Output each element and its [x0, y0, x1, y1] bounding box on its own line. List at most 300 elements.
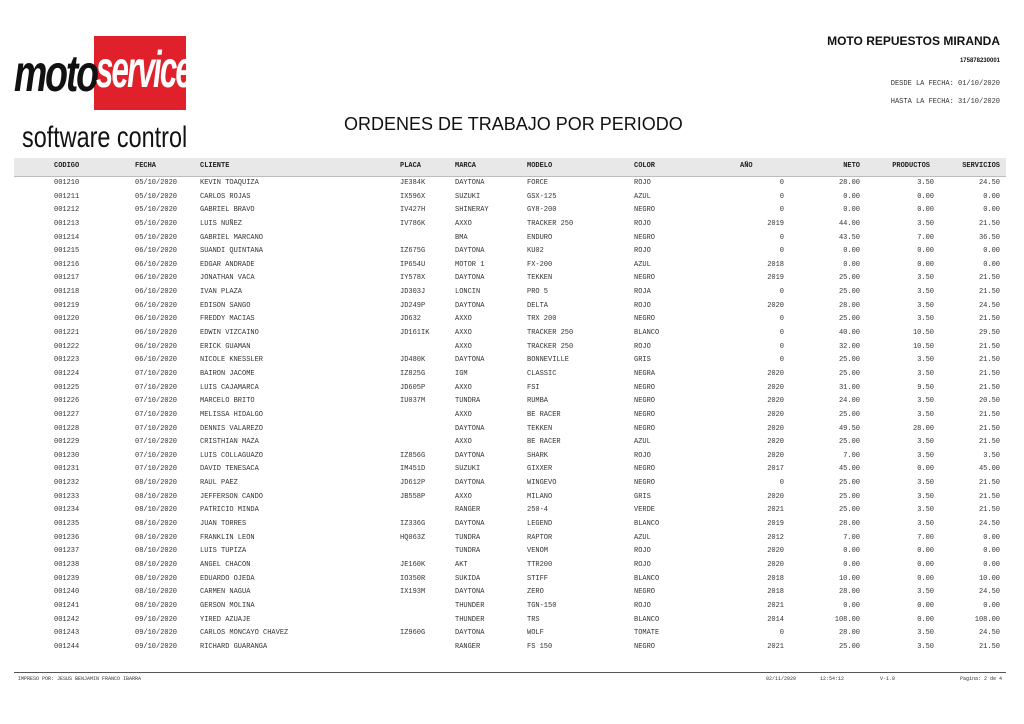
- cell-fecha: 07/10/2020: [135, 383, 178, 392]
- cell-anio: 0: [779, 479, 784, 488]
- col-marca: MARCA: [455, 162, 477, 170]
- cell-fecha: 07/10/2020: [135, 369, 178, 378]
- cell-placa: JE384K: [400, 179, 426, 187]
- cell-fecha: 06/10/2020: [135, 274, 178, 283]
- cell-modelo: FX-200: [527, 260, 553, 269]
- cell-productos: 3.50: [917, 219, 934, 228]
- company-name: MOTO REPUESTOS MIRANDA: [827, 34, 1000, 48]
- cell-anio: 2020: [767, 410, 784, 419]
- cell-fecha: 08/10/2020: [135, 520, 178, 529]
- cell-fecha: 05/10/2020: [135, 219, 178, 228]
- cell-anio: 2018: [767, 588, 784, 597]
- cell-anio: 2019: [767, 274, 784, 283]
- cell-fecha: 08/10/2020: [135, 547, 178, 556]
- cell-fecha: 08/10/2020: [135, 479, 178, 488]
- cell-color: NEGRO: [634, 465, 656, 474]
- table-row: [14, 545, 1006, 559]
- table-row: [14, 327, 1006, 341]
- cell-marca: LONCIN: [455, 288, 481, 297]
- cell-cliente: JUAN TORRES: [200, 520, 247, 529]
- cell-neto: 0.00: [843, 547, 860, 556]
- cell-productos: 3.50: [917, 356, 934, 365]
- footer-time: 12:54:12: [820, 676, 845, 682]
- cell-marca: DAYTONA: [455, 356, 485, 365]
- cell-color: ROJA: [634, 288, 651, 297]
- cell-neto: 28.00: [838, 301, 860, 310]
- cell-marca: DAYTONA: [455, 301, 485, 310]
- cell-modelo: BONNEVILLE: [527, 356, 570, 365]
- cell-neto: 25.00: [838, 288, 860, 297]
- cell-fecha: 06/10/2020: [135, 329, 178, 338]
- cell-codigo: 001228: [54, 424, 80, 433]
- cell-marca: DAYTONA: [455, 451, 485, 460]
- cell-color: NEGRO: [634, 383, 656, 392]
- cell-placa: IZ675G: [400, 247, 426, 256]
- cell-marca: MOTOR 1: [455, 260, 485, 269]
- cell-cliente: IVAN PLAZA: [200, 288, 243, 297]
- table-row: [14, 232, 1006, 246]
- cell-color: TOMATE: [634, 629, 660, 638]
- cell-neto: 25.00: [838, 356, 860, 365]
- cell-productos: 0.00: [917, 601, 934, 610]
- cell-neto: 25.00: [838, 274, 860, 283]
- cell-anio: 2020: [767, 301, 784, 310]
- cell-productos: 3.50: [917, 315, 934, 324]
- cell-codigo: 001219: [54, 301, 80, 310]
- cell-anio: 2020: [767, 383, 784, 392]
- cell-placa: IO350R: [400, 574, 426, 583]
- cell-productos: 0.00: [917, 574, 934, 583]
- cell-servicios: 21.50: [978, 479, 1000, 488]
- cell-marca: AXXO: [455, 315, 472, 324]
- cell-marca: RANGER: [455, 506, 481, 515]
- cell-servicios: 3.50: [983, 451, 1000, 460]
- footer-version: V-1.0: [880, 676, 896, 682]
- cell-cliente: FRANKLIN LEON: [200, 533, 255, 542]
- cell-fecha: 07/10/2020: [135, 424, 178, 433]
- cell-cliente: JONATHAN VACA: [200, 274, 255, 283]
- cell-cliente: YIRED AZUAJE: [200, 615, 251, 624]
- cell-color: NEGRO: [634, 206, 656, 215]
- cell-modelo: TRACKER 250: [527, 342, 574, 351]
- cell-modelo: BE RACER: [527, 410, 561, 419]
- cell-servicios: 10.00: [978, 574, 1000, 583]
- footer-printed-by: IMPRESO POR: JESUS BENJAMIN FRANCO IBARRA: [18, 676, 142, 682]
- cell-productos: 7.00: [917, 533, 934, 542]
- cell-placa: JD480K: [400, 356, 426, 365]
- cell-cliente: ANGEL CHACON: [200, 560, 251, 569]
- cell-fecha: 08/10/2020: [135, 492, 178, 501]
- cell-color: AZUL: [634, 192, 651, 201]
- cell-fecha: 08/10/2020: [135, 506, 178, 515]
- cell-marca: THUNDER: [455, 615, 485, 624]
- col-modelo: MODELO: [527, 162, 553, 170]
- cell-cliente: GABRIEL MARCANO: [200, 233, 264, 242]
- cell-servicios: 24.50: [978, 629, 1000, 638]
- cell-fecha: 07/10/2020: [135, 397, 178, 406]
- cell-neto: 28.00: [838, 179, 860, 187]
- cell-codigo: 001212: [54, 206, 80, 215]
- cell-modelo: MILANO: [527, 492, 553, 501]
- cell-productos: 3.50: [917, 479, 934, 488]
- cell-anio: 2020: [767, 424, 784, 433]
- cell-servicios: 24.50: [978, 588, 1000, 597]
- cell-fecha: 06/10/2020: [135, 288, 178, 297]
- table-row: [14, 245, 1006, 259]
- table-row: [14, 600, 1006, 614]
- cell-codigo: 001223: [54, 356, 80, 365]
- cell-cliente: DENNIS VALAREZO: [200, 424, 264, 433]
- cell-anio: 2019: [767, 219, 784, 228]
- table-header: [14, 158, 1006, 177]
- cell-codigo: 001233: [54, 492, 80, 501]
- footer-divider: [14, 672, 1006, 673]
- cell-modelo: PRO 5: [527, 288, 549, 297]
- cell-fecha: 06/10/2020: [135, 301, 178, 310]
- motoservice-logo: [14, 34, 191, 158]
- cell-productos: 0.00: [917, 547, 934, 556]
- cell-marca: AKT: [455, 560, 468, 569]
- cell-servicios: 21.50: [978, 383, 1000, 392]
- cell-placa: IZ825G: [400, 369, 426, 378]
- cell-modelo: RAPTOR: [527, 533, 553, 542]
- cell-codigo: 001227: [54, 410, 80, 419]
- cell-neto: 0.00: [843, 260, 860, 269]
- cell-color: ROJO: [634, 560, 651, 569]
- cell-marca: AXXO: [455, 342, 472, 351]
- cell-color: BLANCO: [634, 615, 660, 624]
- cell-fecha: 07/10/2020: [135, 410, 178, 419]
- table-row: [14, 313, 1006, 327]
- cell-productos: 0.00: [917, 192, 934, 201]
- cell-servicios: 21.50: [978, 506, 1000, 515]
- cell-codigo: 001225: [54, 383, 80, 392]
- logo-service-text: service: [96, 41, 191, 99]
- cell-color: NEGRO: [634, 424, 656, 433]
- cell-anio: 2018: [767, 260, 784, 269]
- cell-modelo: GIXXER: [527, 465, 553, 474]
- cell-placa: IX596X: [400, 192, 426, 201]
- cell-placa: IM451D: [400, 465, 426, 474]
- cell-codigo: 001234: [54, 506, 80, 515]
- cell-modelo: 250-4: [527, 506, 549, 515]
- cell-servicios: 21.50: [978, 492, 1000, 501]
- cell-modelo: ENDURO: [527, 233, 553, 242]
- cell-servicios: 36.50: [978, 233, 1000, 242]
- table-row: [14, 491, 1006, 505]
- cell-servicios: 0.00: [983, 601, 1000, 610]
- cell-productos: 3.50: [917, 451, 934, 460]
- cell-codigo: 001218: [54, 288, 80, 297]
- cell-codigo: 001242: [54, 615, 80, 624]
- cell-codigo: 001221: [54, 329, 80, 338]
- cell-placa: JD161IK: [400, 329, 430, 338]
- cell-placa: JD605P: [400, 383, 426, 392]
- table-row: [14, 559, 1006, 573]
- cell-servicios: 21.50: [978, 274, 1000, 283]
- cell-fecha: 05/10/2020: [135, 206, 178, 215]
- cell-cliente: LUIS TUPIZA: [200, 547, 247, 556]
- cell-neto: 25.00: [838, 438, 860, 447]
- cell-cliente: KEVIN TOAQUIZA: [200, 179, 259, 187]
- cell-neto: 25.00: [838, 642, 860, 651]
- cell-neto: 49.50: [838, 424, 860, 433]
- table-row: [14, 450, 1006, 464]
- cell-color: NEGRO: [634, 479, 656, 488]
- cell-neto: 10.00: [838, 574, 860, 583]
- cell-fecha: 05/10/2020: [135, 233, 178, 242]
- cell-productos: 3.50: [917, 629, 934, 638]
- cell-neto: 45.00: [838, 465, 860, 474]
- cell-codigo: 001231: [54, 465, 80, 474]
- cell-fecha: 06/10/2020: [135, 260, 178, 269]
- cell-servicios: 20.50: [978, 397, 1000, 406]
- cell-modelo: TTR200: [527, 560, 553, 569]
- cell-placa: JD303J: [400, 288, 426, 297]
- cell-productos: 0.00: [917, 206, 934, 215]
- cell-anio: 2021: [767, 601, 784, 610]
- table-row: [14, 586, 1006, 600]
- cell-cliente: PATRICIO MINDA: [200, 506, 259, 515]
- cell-cliente: FREDDY MACIAS: [200, 315, 255, 324]
- cell-color: BLANCO: [634, 329, 660, 338]
- cell-marca: SUKIDA: [455, 574, 481, 583]
- cell-servicios: 21.50: [978, 342, 1000, 351]
- cell-modelo: LEGEND: [527, 520, 553, 529]
- cell-servicios: 0.00: [983, 260, 1000, 269]
- cell-fecha: 09/10/2020: [135, 629, 178, 638]
- cell-placa: JD612P: [400, 479, 426, 488]
- cell-cliente: MARCELO BRITO: [200, 397, 255, 406]
- cell-cliente: SUANDI QUINTANA: [200, 247, 264, 256]
- cell-neto: 108.00: [834, 615, 860, 624]
- cell-productos: 10.50: [912, 342, 934, 351]
- cell-neto: 32.00: [838, 342, 860, 351]
- cell-color: BLANCO: [634, 574, 660, 583]
- cell-marca: DAYTONA: [455, 629, 485, 638]
- table-row: [14, 368, 1006, 382]
- cell-servicios: 0.00: [983, 560, 1000, 569]
- cell-marca: AXXO: [455, 329, 472, 338]
- table-body: [14, 177, 1006, 654]
- logo-software-control-text: software control: [22, 121, 188, 154]
- cell-anio: 2019: [767, 520, 784, 529]
- cell-productos: 3.50: [917, 179, 934, 187]
- cell-cliente: JEFFERSON CANDO: [200, 492, 264, 501]
- cell-anio: 2014: [767, 615, 784, 624]
- cell-modelo: BE RACER: [527, 438, 561, 447]
- cell-anio: 0: [779, 247, 784, 256]
- cell-modelo: TRACKER 250: [527, 219, 574, 228]
- cell-productos: 3.50: [917, 588, 934, 597]
- cell-color: NEGRO: [634, 410, 656, 419]
- cell-marca: AXXO: [455, 492, 472, 501]
- cell-color: ROJO: [634, 219, 651, 228]
- cell-fecha: 08/10/2020: [135, 560, 178, 569]
- cell-anio: 2020: [767, 369, 784, 378]
- cell-modelo: WOLF: [527, 629, 544, 638]
- cell-placa: IP654U: [400, 260, 426, 269]
- cell-cliente: LUIS CAJAMARCA: [200, 383, 259, 392]
- cell-cliente: GERSON MOLINA: [200, 601, 255, 610]
- cell-modelo: TRX 200: [527, 315, 557, 324]
- cell-fecha: 08/10/2020: [135, 588, 178, 597]
- table-row: [14, 286, 1006, 300]
- cell-servicios: 108.00: [974, 615, 1000, 624]
- cell-fecha: 09/10/2020: [135, 642, 178, 651]
- cell-anio: 2021: [767, 506, 784, 515]
- cell-productos: 28.00: [912, 424, 934, 433]
- col-color: COLOR: [634, 162, 656, 170]
- cell-anio: 2021: [767, 642, 784, 651]
- cell-placa: IZ856G: [400, 451, 426, 460]
- cell-neto: 7.00: [843, 533, 860, 542]
- cell-servicios: 21.50: [978, 315, 1000, 324]
- cell-productos: 3.50: [917, 642, 934, 651]
- cell-marca: IGM: [455, 369, 468, 378]
- cell-cliente: GABRIEL BRAVO: [200, 206, 255, 215]
- cell-cliente: CRISTHIAN MAZA: [200, 438, 259, 447]
- cell-modelo: CLASSIC: [527, 369, 557, 378]
- period-to: HASTA LA FECHA: 31/10/2020: [890, 98, 1000, 106]
- cell-codigo: 001226: [54, 397, 80, 406]
- cell-modelo: KU02: [527, 247, 544, 256]
- cell-modelo: FSI: [527, 383, 540, 392]
- cell-anio: 0: [779, 288, 784, 297]
- cell-servicios: 21.50: [978, 642, 1000, 651]
- cell-color: GRIS: [634, 356, 651, 365]
- cell-modelo: ZERO: [527, 588, 544, 597]
- table-row: [14, 477, 1006, 491]
- cell-neto: 40.00: [838, 329, 860, 338]
- cell-marca: AXXO: [455, 219, 472, 228]
- cell-color: ROJO: [634, 301, 651, 310]
- cell-codigo: 001238: [54, 560, 80, 569]
- cell-servicios: 0.00: [983, 547, 1000, 556]
- cell-servicios: 0.00: [983, 192, 1000, 201]
- cell-neto: 43.50: [838, 233, 860, 242]
- cell-marca: AXXO: [455, 410, 472, 419]
- cell-modelo: FORCE: [527, 179, 549, 187]
- cell-neto: 28.00: [838, 520, 860, 529]
- cell-color: ROJO: [634, 342, 651, 351]
- cell-placa: JE160K: [400, 560, 426, 569]
- cell-cliente: RAUL PAEZ: [200, 479, 238, 488]
- cell-placa: HQ063Z: [400, 533, 426, 542]
- cell-productos: 7.00: [917, 233, 934, 242]
- cell-marca: DAYTONA: [455, 274, 485, 283]
- table-row: [14, 423, 1006, 437]
- cell-productos: 0.00: [917, 260, 934, 269]
- cell-marca: SUZUKI: [455, 192, 481, 201]
- cell-color: ROJO: [634, 601, 651, 610]
- cell-productos: 3.50: [917, 397, 934, 406]
- table-row: [14, 341, 1006, 355]
- cell-marca: TUNDRA: [455, 547, 481, 556]
- table-row: [14, 354, 1006, 368]
- cell-color: NEGRA: [634, 369, 656, 378]
- cell-marca: AXXO: [455, 438, 472, 447]
- cell-placa: IZ960G: [400, 629, 426, 638]
- footer-page: Pagina: 2 de 4: [959, 676, 1002, 682]
- cell-productos: 0.00: [917, 247, 934, 256]
- cell-productos: 0.00: [917, 465, 934, 474]
- cell-neto: 0.00: [843, 601, 860, 610]
- cell-productos: 3.50: [917, 369, 934, 378]
- cell-color: NEGRO: [634, 588, 656, 597]
- report-title: ORDENES DE TRABAJO POR PERIODO: [344, 114, 683, 134]
- cell-anio: 0: [779, 233, 784, 242]
- cell-cliente: LUIS NUÑEZ: [200, 219, 243, 228]
- cell-modelo: TEKKEN: [527, 274, 553, 283]
- cell-servicios: 21.50: [978, 356, 1000, 365]
- cell-anio: 0: [779, 206, 784, 215]
- orders-table: [14, 158, 1006, 654]
- table-row: [14, 436, 1006, 450]
- cell-fecha: 09/10/2020: [135, 615, 178, 624]
- cell-cliente: CARLOS ROJAS: [200, 192, 251, 201]
- table-row: [14, 573, 1006, 587]
- cell-cliente: CARLOS MONCAYO CHAVEZ: [200, 629, 289, 638]
- cell-codigo: 001215: [54, 247, 80, 256]
- footer-date: 02/11/2020: [766, 676, 797, 682]
- cell-marca: BMA: [455, 233, 468, 242]
- cell-placa: IV786K: [400, 219, 426, 228]
- cell-fecha: 07/10/2020: [135, 438, 178, 447]
- cell-anio: 2020: [767, 397, 784, 406]
- cell-placa: IV427H: [400, 206, 426, 215]
- cell-color: VERDE: [634, 506, 656, 515]
- cell-marca: SUZUKI: [455, 465, 481, 474]
- cell-color: GRIS: [634, 492, 651, 501]
- cell-marca: DAYTONA: [455, 588, 485, 597]
- cell-codigo: 001241: [54, 601, 80, 610]
- cell-cliente: EDWIN VIZCAINO: [200, 329, 259, 338]
- cell-color: NEGRO: [634, 315, 656, 324]
- cell-servicios: 24.50: [978, 301, 1000, 310]
- cell-neto: 25.00: [838, 479, 860, 488]
- cell-anio: 0: [779, 192, 784, 201]
- cell-modelo: TGN-150: [527, 601, 557, 610]
- col-codigo: CODIGO: [54, 162, 80, 170]
- cell-productos: 3.50: [917, 492, 934, 501]
- cell-codigo: 001213: [54, 219, 80, 228]
- cell-color: NEGRO: [634, 233, 656, 242]
- cell-color: NEGRO: [634, 642, 656, 651]
- cell-codigo: 001236: [54, 533, 80, 542]
- cell-codigo: 001229: [54, 438, 80, 447]
- cell-codigo: 001216: [54, 260, 80, 269]
- cell-codigo: 001230: [54, 451, 80, 460]
- cell-cliente: MELISSA HIDALGO: [200, 410, 264, 419]
- cell-neto: 31.00: [838, 383, 860, 392]
- cell-anio: 2020: [767, 451, 784, 460]
- cell-servicios: 21.50: [978, 288, 1000, 297]
- col-servicios: SERVICIOS: [962, 162, 1000, 170]
- cell-marca: TUNDRA: [455, 397, 481, 406]
- cell-anio: 2017: [767, 465, 784, 474]
- cell-placa: JD632: [400, 315, 422, 324]
- cell-neto: 24.00: [838, 397, 860, 406]
- cell-codigo: 001211: [54, 192, 80, 201]
- table-row: [14, 518, 1006, 532]
- cell-color: NEGRO: [634, 274, 656, 283]
- table-row: [14, 191, 1006, 205]
- cell-anio: 2020: [767, 560, 784, 569]
- cell-cliente: LUIS COLLAGUAZO: [200, 451, 264, 460]
- cell-cliente: EDGAR ANDRADE: [200, 260, 255, 269]
- cell-neto: 0.00: [843, 560, 860, 569]
